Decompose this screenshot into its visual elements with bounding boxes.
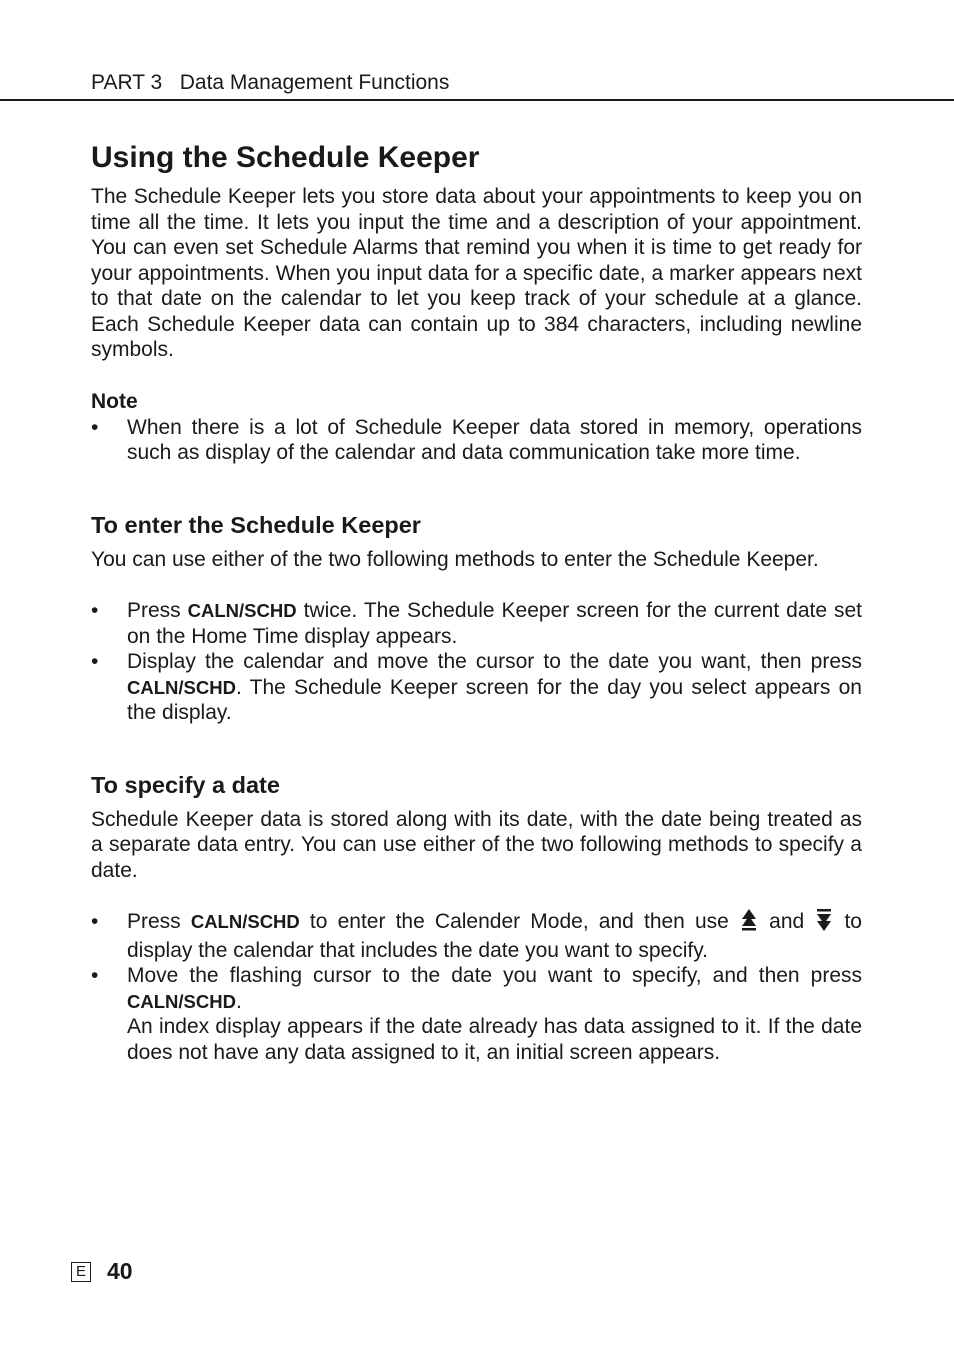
section-specify-intro: Schedule Keeper data is stored along with its date, with the date being treated as a separate data entry. You can use either of the two following methods to specify a date.: [91, 807, 862, 882]
note-item: • When there is a lot of Schedule Keeper data stored in memory, operations such as display of the calendar and data communication take more time.: [91, 415, 862, 466]
header-section: Data Management Functions: [179, 71, 450, 94]
list-item: • Press CALN/SCHD to enter the Calender Mode, and then use and to display the calendar that includes the date you want to specify.: [91, 909, 862, 963]
page-number: 40: [107, 1258, 133, 1284]
page-up-arrow-icon: [741, 909, 757, 938]
header-part: PART 3: [91, 71, 163, 94]
key-label: CALN/SCHD: [127, 990, 236, 1012]
page-down-arrow-icon: [816, 909, 832, 938]
list-item: • Move the flashing cursor to the date you want to specify, and then press CALN/SCHD. An index display appears if the date already has data assigned to it. If the date does not have any data assigned to it, an initial screen appears.: [91, 963, 862, 1065]
page-title: Using the Schedule Keeper: [91, 141, 480, 174]
header-rule: [0, 99, 954, 101]
section-enter-list: [91, 598, 862, 726]
page-content: [91, 138, 862, 1065]
language-box: E: [71, 1262, 91, 1282]
note-label: Note: [91, 389, 138, 413]
running-header: [91, 70, 449, 96]
section-heading-enter: To enter the Schedule Keeper: [91, 511, 421, 538]
list-item: • Display the calendar and move the cursor to the date you want, then press CALN/SCHD. The Schedule Keeper screen for the day you select appears on the display.: [91, 649, 862, 726]
section-specify-list: [91, 909, 862, 1065]
key-label: CALN/SCHD: [127, 676, 236, 698]
key-label: CALN/SCHD: [187, 600, 297, 621]
intro-paragraph: The Schedule Keeper lets you store data about your appointments to keep you on time all the time. It lets you input the time and a description of your appointment. You can even set Schedule Alarms that remind you when it is time to get ready for your appointments. When you input data for a specific date, a marker appears next to that date on the calendar to let you keep track of your schedule at a glance. Each Schedule Keeper data can contain up to 384 characters, including newline symbols.: [91, 185, 862, 361]
key-label: CALN/SCHD: [190, 911, 300, 932]
section-enter-intro: You can use either of the two following methods to enter the Schedule Keeper.: [91, 547, 819, 571]
note-list: [91, 415, 862, 466]
list-item-continuation: An index display appears if the date already has data assigned to it. If the date does not have any data assigned to it, an initial screen appears.: [127, 1015, 862, 1064]
list-item: • Press CALN/SCHD twice. The Schedule Keeper screen for the current date set on the Home Time display appears.: [91, 598, 862, 649]
section-heading-specify: To specify a date: [91, 771, 280, 798]
